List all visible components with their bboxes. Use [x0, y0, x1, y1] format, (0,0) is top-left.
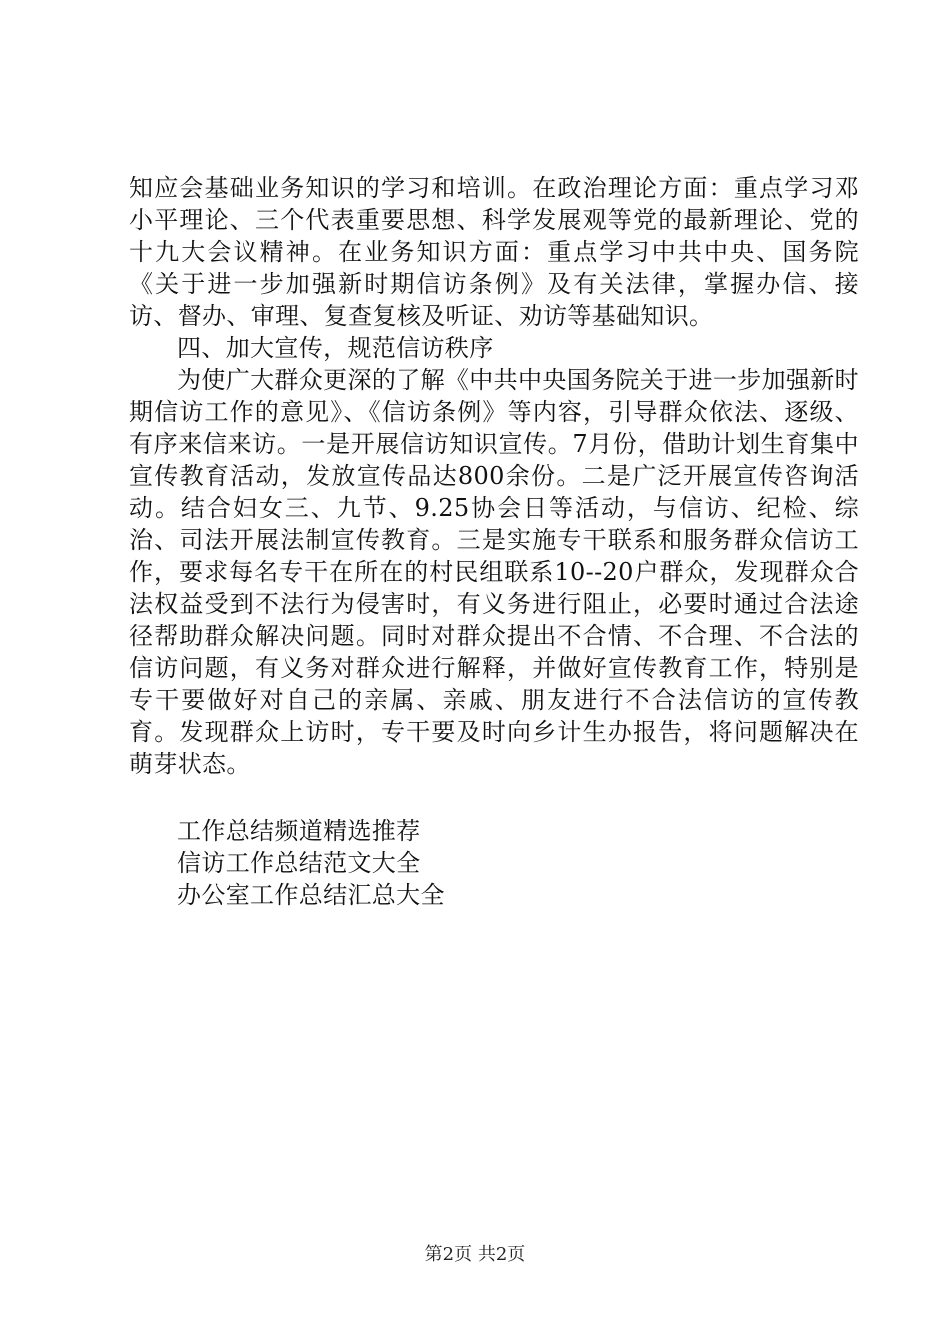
body-paragraph-continued: 知应会基础业务知识的学习和培训。在政治理论方面：重点学习邓小平理论、三个代表重要思想、科学发展观等党的最新理论、党的十九大会议精神。在业务知识方面：重点学习中共中央、国务院《关于进一步加强新时期信访条例》及有关法律，掌握办信、接访、督办、审理、复查复核及听证、劝访等基础知识。 — [129, 174, 859, 330]
recommendation-item: 工作总结频道精选推荐 — [177, 817, 421, 845]
recommendation-item: 信访工作总结范文大全 — [177, 849, 421, 877]
recommendation-list — [129, 815, 859, 911]
section-heading: 四、加大宣传，规范信访秩序 — [177, 334, 494, 362]
recommendation-item: 办公室工作总结汇总大全 — [177, 881, 445, 909]
page-number-footer: 第2页 共2页 — [424, 1244, 526, 1265]
body-paragraph: 为使广大群众更深的了解《中共中央国务院关于进一步加强新时期信访工作的意见》、《信访条例》等内容，引导群众依法、逐级、有序来信来访。一是开展信访知识宣传。7月份，借助计划生育集中宣传教育活动，发放宣传品达800余份。二是广泛开展宣传咨询活动。结合妇女三、九节、9.25协会日等活动，与信访、纪检、综治、司法开展法制宣传教育。三是实施专干联系和服务群众信访工作，要求每名专干在所在的村民组联系10--20户群众，发现群众合法权益受到不法行为侵害时，有义务进行阻止，必要时通过合法途径帮助群众解决问题。同时对群众提出不合情、不合理、不合法的信访问题，有义务对群众进行解释，并做好宣传教育工作，特别是专干要做好对自己的亲属、亲戚、朋友进行不合法信访的宣传教育。发现群众上访时，专干要及时向乡计生办报告，将问题解决在萌芽状态。 — [129, 366, 859, 778]
document-body — [129, 172, 859, 780]
